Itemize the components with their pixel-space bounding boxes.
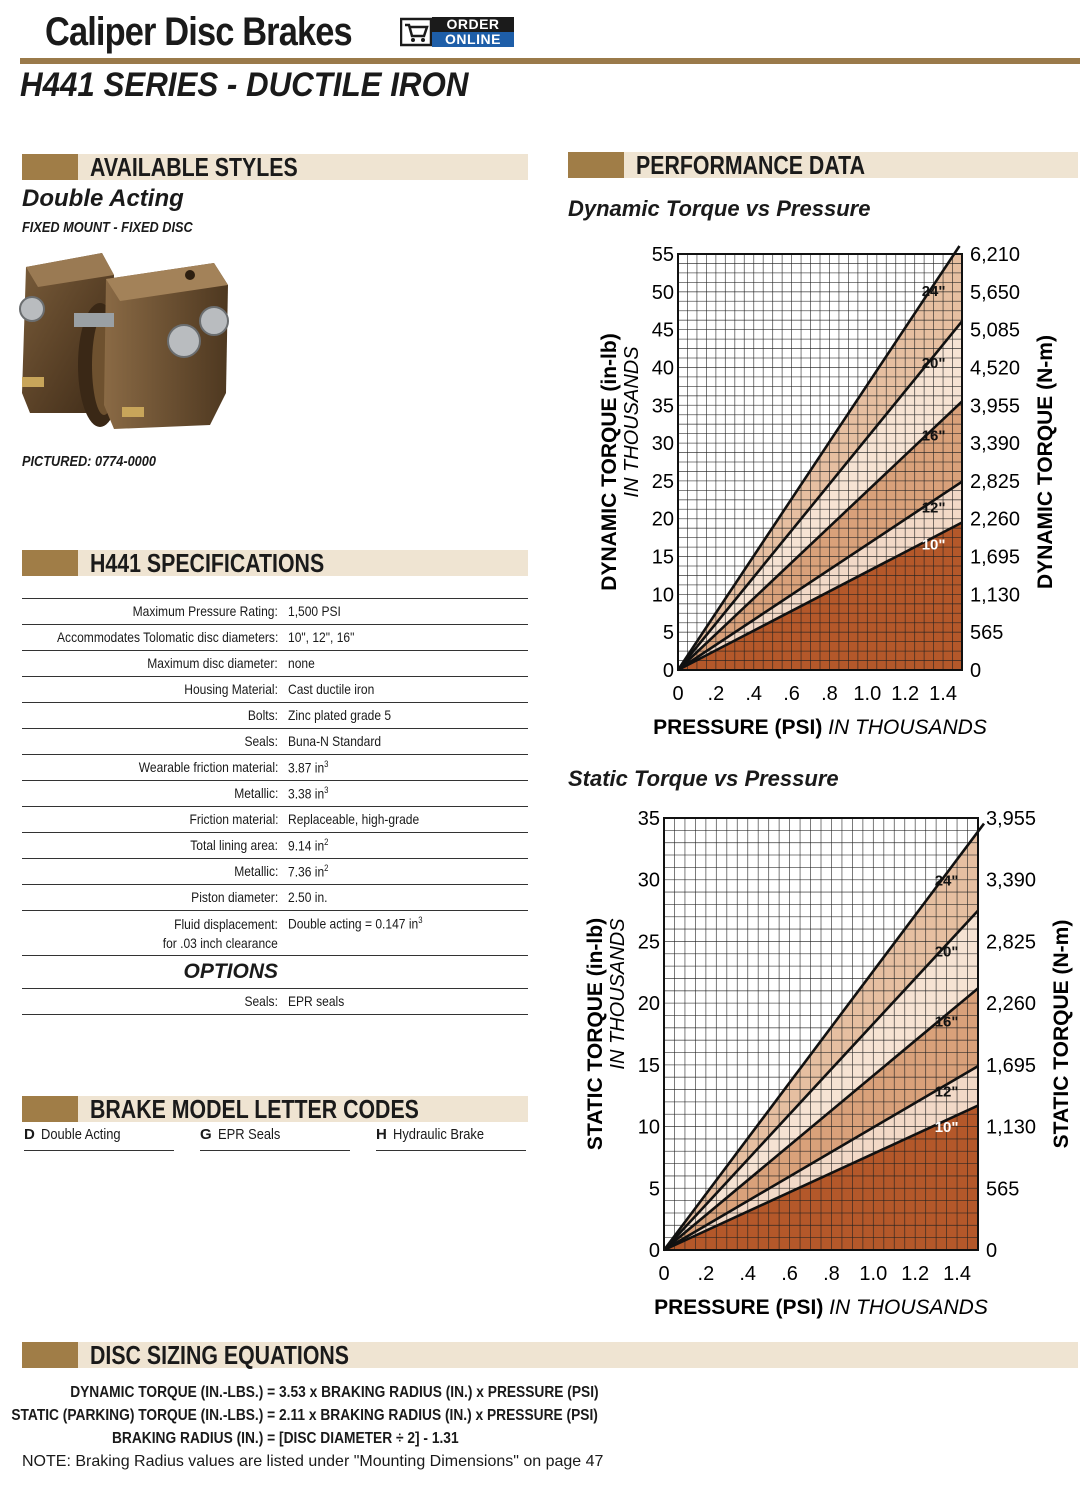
y-tick-label: 15 xyxy=(651,546,674,569)
spec-value: Cast ductile iron xyxy=(288,681,375,697)
options-heading-row xyxy=(22,955,528,988)
section-marker xyxy=(22,154,78,180)
spec-label: Piston diameter: xyxy=(190,889,278,905)
y-tick-label: 35 xyxy=(637,808,660,830)
y-tick-label: 35 xyxy=(651,395,674,418)
table-bottom-rule xyxy=(22,1014,528,1015)
spec-value xyxy=(288,837,328,854)
spec-value: 10", 12", 16" xyxy=(288,629,355,645)
spec-value xyxy=(288,863,328,880)
y-tick-label: 0 xyxy=(662,660,674,682)
series-label: 24" xyxy=(921,283,946,301)
spec-value: 2.50 in. xyxy=(288,889,328,905)
y-tick-label-right: 565 xyxy=(970,622,1004,645)
x-axis-label-suffix: IN THOUSANDS xyxy=(828,716,987,739)
spec-value-text: 3.87 in xyxy=(288,759,325,776)
spec-value-text: 9.14 in xyxy=(288,837,325,854)
spec-label: Accommodates Tolomatic disc diameters: xyxy=(56,629,278,645)
y-tick-label: 45 xyxy=(651,319,674,342)
spec-row xyxy=(22,702,528,728)
dynamic-torque-chart xyxy=(568,226,1078,746)
x-tick-label: .8 xyxy=(821,683,838,705)
section-marker xyxy=(22,1096,78,1122)
letter-code: D xyxy=(24,1126,35,1143)
y-tick-label: 15 xyxy=(637,1054,660,1077)
y-tick-label-right: 3,390 xyxy=(970,433,1021,456)
x-tick-label: 1.0 xyxy=(853,683,882,705)
section-header-specifications xyxy=(22,550,528,576)
letter-code-item xyxy=(24,1126,174,1151)
unit-exponent: 3 xyxy=(324,759,329,769)
y-axis-sublabel: IN THOUSANDS xyxy=(607,918,629,1070)
y-tick-label: 25 xyxy=(637,931,660,954)
equation-lhs: STATIC (PARKING) TORQUE (IN.-LBS.) = xyxy=(11,1407,276,1424)
equation-lhs: BRAKING RADIUS (IN.) = xyxy=(111,1430,276,1447)
x-tick-label: 1.2 xyxy=(891,683,920,705)
online-label: ONLINE xyxy=(432,32,514,47)
section-header-performance xyxy=(568,152,1078,178)
x-tick-label: 1.4 xyxy=(929,683,957,705)
static-torque-chart xyxy=(568,796,1078,1332)
title-rule xyxy=(20,58,1080,64)
y-tick-label: 55 xyxy=(651,244,674,266)
spec-row xyxy=(22,806,528,832)
series-label: 16" xyxy=(921,427,946,445)
y-tick-label: 30 xyxy=(637,869,660,892)
y-tick-label-right: 2,260 xyxy=(970,508,1021,531)
y-tick-label-right: 6,210 xyxy=(970,244,1021,266)
spec-value: Zinc plated grade 5 xyxy=(288,707,392,723)
y-tick-label-right: 1,130 xyxy=(986,1116,1037,1139)
specifications-table xyxy=(22,598,528,1015)
y-tick-label: 20 xyxy=(651,508,674,531)
spec-label: Metallic: xyxy=(233,863,278,879)
x-tick-label: 0 xyxy=(658,1263,670,1285)
y-tick-label: 5 xyxy=(648,1178,660,1201)
spec-value: none xyxy=(288,655,315,671)
options-heading: OPTIONS xyxy=(183,960,278,983)
y-tick-label: 40 xyxy=(651,357,674,380)
spec-row xyxy=(22,650,528,676)
series-label: 12" xyxy=(934,1083,959,1101)
spec-value-text: 3.38 in xyxy=(288,785,325,802)
y-tick-label-right: 4,520 xyxy=(970,357,1021,380)
spec-label: Housing Material: xyxy=(184,681,278,697)
spec-value xyxy=(288,785,328,802)
spec-row xyxy=(22,780,528,806)
unit-exponent: 2 xyxy=(324,837,329,847)
y-axis-label-right: STATIC TORQUE (N-m) xyxy=(1050,919,1073,1149)
spec-label: Metallic: xyxy=(233,785,278,801)
x-axis-label-suffix: IN THOUSANDS xyxy=(829,1296,988,1319)
spec-label: Total lining area: xyxy=(190,837,278,853)
y-tick-label-right: 3,390 xyxy=(986,869,1037,892)
y-tick-label: 25 xyxy=(651,470,674,493)
page-subtitle: H441 SERIES - DUCTILE IRON xyxy=(20,66,469,104)
spec-value: EPR seals xyxy=(288,993,345,1009)
spec-value xyxy=(288,759,328,776)
series-label: 12" xyxy=(921,499,946,517)
section-title: H441 SPECIFICATIONS xyxy=(90,548,325,578)
spec-value: 1,500 PSI xyxy=(288,603,341,619)
letter-code: H xyxy=(376,1126,387,1143)
section-title: BRAKE MODEL LETTER CODES xyxy=(90,1094,419,1124)
letter-code-item xyxy=(376,1126,526,1151)
y-tick-label-right: 565 xyxy=(986,1178,1020,1201)
spec-label: Wearable friction material: xyxy=(138,759,278,775)
section-header-letter-codes xyxy=(22,1096,528,1122)
equation-static xyxy=(0,1407,598,1425)
unit-exponent: 2 xyxy=(324,863,329,873)
letter-code-label: Hydraulic Brake xyxy=(392,1126,484,1143)
y-tick-label-right: 1,695 xyxy=(970,546,1021,569)
section-title: AVAILABLE STYLES xyxy=(90,152,298,182)
unit-exponent: 3 xyxy=(324,785,329,795)
y-tick-label: 0 xyxy=(648,1240,660,1262)
y-tick-label: 5 xyxy=(662,622,674,645)
letter-code-label: EPR Seals xyxy=(217,1126,281,1143)
y-axis-label: DYNAMIC TORQUE (in-lb) xyxy=(598,333,621,591)
equation-radius xyxy=(0,1430,459,1448)
fluid-label-line1: Fluid displacement: xyxy=(174,916,278,932)
spec-value: Replaceable, high-grade xyxy=(288,811,420,827)
equation-rhs: 2.11 x BRAKING RADIUS (IN.) x PRESSURE (PSI) xyxy=(279,1407,598,1424)
x-tick-label: .6 xyxy=(781,1263,798,1285)
spec-label: Seals: xyxy=(244,993,278,1009)
y-tick-label: 10 xyxy=(651,584,674,607)
spec-row xyxy=(22,884,528,910)
spec-row xyxy=(22,858,528,884)
section-title: PERFORMANCE DATA xyxy=(636,150,865,180)
shopping-cart-icon xyxy=(400,17,432,47)
spec-label: Maximum disc diameter: xyxy=(147,655,278,671)
series-label: 20" xyxy=(934,943,959,961)
equation-rhs: [DISC DIAMETER ÷ 2] - 1.31 xyxy=(279,1430,459,1447)
spec-row xyxy=(22,624,528,650)
letter-code-label: Double Acting xyxy=(40,1126,121,1143)
section-marker xyxy=(568,152,624,178)
mount-type: FIXED MOUNT - FIXED DISC xyxy=(22,219,193,236)
order-online-button[interactable] xyxy=(400,16,516,48)
series-label: 20" xyxy=(921,355,946,373)
x-tick-label: .6 xyxy=(783,683,800,705)
spec-label xyxy=(163,915,278,953)
equation-dynamic xyxy=(0,1384,599,1402)
y-axis-label-right: DYNAMIC TORQUE (N-m) xyxy=(1034,335,1057,589)
style-name: Double Acting xyxy=(22,185,184,212)
y-tick-label-right: 5,650 xyxy=(970,281,1021,304)
static-chart-title: Static Torque vs Pressure xyxy=(568,766,839,791)
section-marker xyxy=(22,1342,78,1368)
spec-row xyxy=(22,832,528,858)
spec-value: Buna-N Standard xyxy=(288,733,382,749)
y-axis-label: STATIC TORQUE (in-lb) xyxy=(584,917,607,1151)
x-axis-label-main: PRESSURE (PSI) xyxy=(653,716,829,739)
section-marker xyxy=(22,550,78,576)
x-tick-label: .4 xyxy=(739,1263,757,1285)
fluid-label-line2: for .03 inch clearance xyxy=(162,935,278,951)
spec-label: Friction material: xyxy=(189,811,278,827)
y-tick-label-right: 1,130 xyxy=(970,584,1021,607)
y-tick-label-right: 0 xyxy=(986,1240,998,1262)
series-label: 16" xyxy=(934,1013,959,1031)
x-axis-label xyxy=(654,1296,988,1319)
spec-row xyxy=(22,676,528,702)
y-tick-label: 20 xyxy=(637,993,660,1016)
unit-exponent: 3 xyxy=(418,915,423,925)
spec-label: Seals: xyxy=(244,733,278,749)
series-label: 24" xyxy=(934,872,959,890)
section-header-available-styles xyxy=(22,154,528,180)
x-tick-label: .2 xyxy=(697,1263,715,1285)
x-axis-label xyxy=(653,716,987,739)
x-tick-label: .4 xyxy=(745,683,763,705)
letter-code-item xyxy=(200,1126,350,1151)
equation-rhs: 3.53 x BRAKING RADIUS (IN.) x PRESSURE (PSI) xyxy=(279,1384,599,1401)
section-title: DISC SIZING EQUATIONS xyxy=(90,1340,350,1370)
caliper-brake-photo xyxy=(14,245,244,445)
spec-row xyxy=(22,988,528,1014)
letter-code: G xyxy=(200,1126,212,1143)
dynamic-chart-title: Dynamic Torque vs Pressure xyxy=(568,196,871,221)
y-tick-label-right: 3,955 xyxy=(970,395,1021,418)
y-tick-label-right: 2,825 xyxy=(970,470,1021,493)
equations-note: NOTE: Braking Radius values are listed under "Mounting Dimensions" on page 47 xyxy=(22,1453,604,1470)
x-tick-label: 0 xyxy=(672,683,684,705)
spec-value-text: 7.36 in xyxy=(288,863,325,880)
y-axis-sublabel: IN THOUSANDS xyxy=(621,346,643,498)
spec-label: Maximum Pressure Rating: xyxy=(132,603,278,619)
y-tick-label-right: 2,260 xyxy=(986,993,1037,1016)
series-label: 10" xyxy=(921,536,946,554)
y-tick-label-right: 5,085 xyxy=(970,319,1021,342)
x-tick-label: .8 xyxy=(823,1263,840,1285)
x-tick-label: 1.4 xyxy=(943,1263,971,1285)
x-tick-label: 1.0 xyxy=(859,1263,888,1285)
spec-row xyxy=(22,754,528,780)
spec-value xyxy=(288,915,423,932)
y-tick-label: 50 xyxy=(651,281,674,304)
series-label: 10" xyxy=(934,1119,959,1137)
y-tick-label-right: 3,955 xyxy=(986,808,1037,830)
x-tick-label: .2 xyxy=(707,683,725,705)
spec-value-text: Double acting = 0.147 in xyxy=(288,915,419,932)
equation-lhs: DYNAMIC TORQUE (IN.-LBS.) = xyxy=(70,1384,276,1401)
page-title: Caliper Disc Brakes xyxy=(44,10,352,54)
spec-label: Bolts: xyxy=(247,707,278,723)
spec-row xyxy=(22,728,528,754)
section-header-equations xyxy=(22,1342,1078,1368)
y-tick-label-right: 1,695 xyxy=(986,1054,1037,1077)
y-tick-label: 10 xyxy=(637,1116,660,1139)
order-label: ORDER xyxy=(432,17,514,32)
y-tick-label: 30 xyxy=(651,433,674,456)
spec-row xyxy=(22,598,528,624)
x-tick-label: 1.2 xyxy=(901,1263,930,1285)
y-tick-label-right: 0 xyxy=(970,660,982,682)
spec-row xyxy=(22,910,528,955)
y-tick-label-right: 2,825 xyxy=(986,931,1037,954)
x-axis-label-main: PRESSURE (PSI) xyxy=(654,1296,830,1319)
pictured-part-number: PICTURED: 0774-0000 xyxy=(22,453,156,470)
